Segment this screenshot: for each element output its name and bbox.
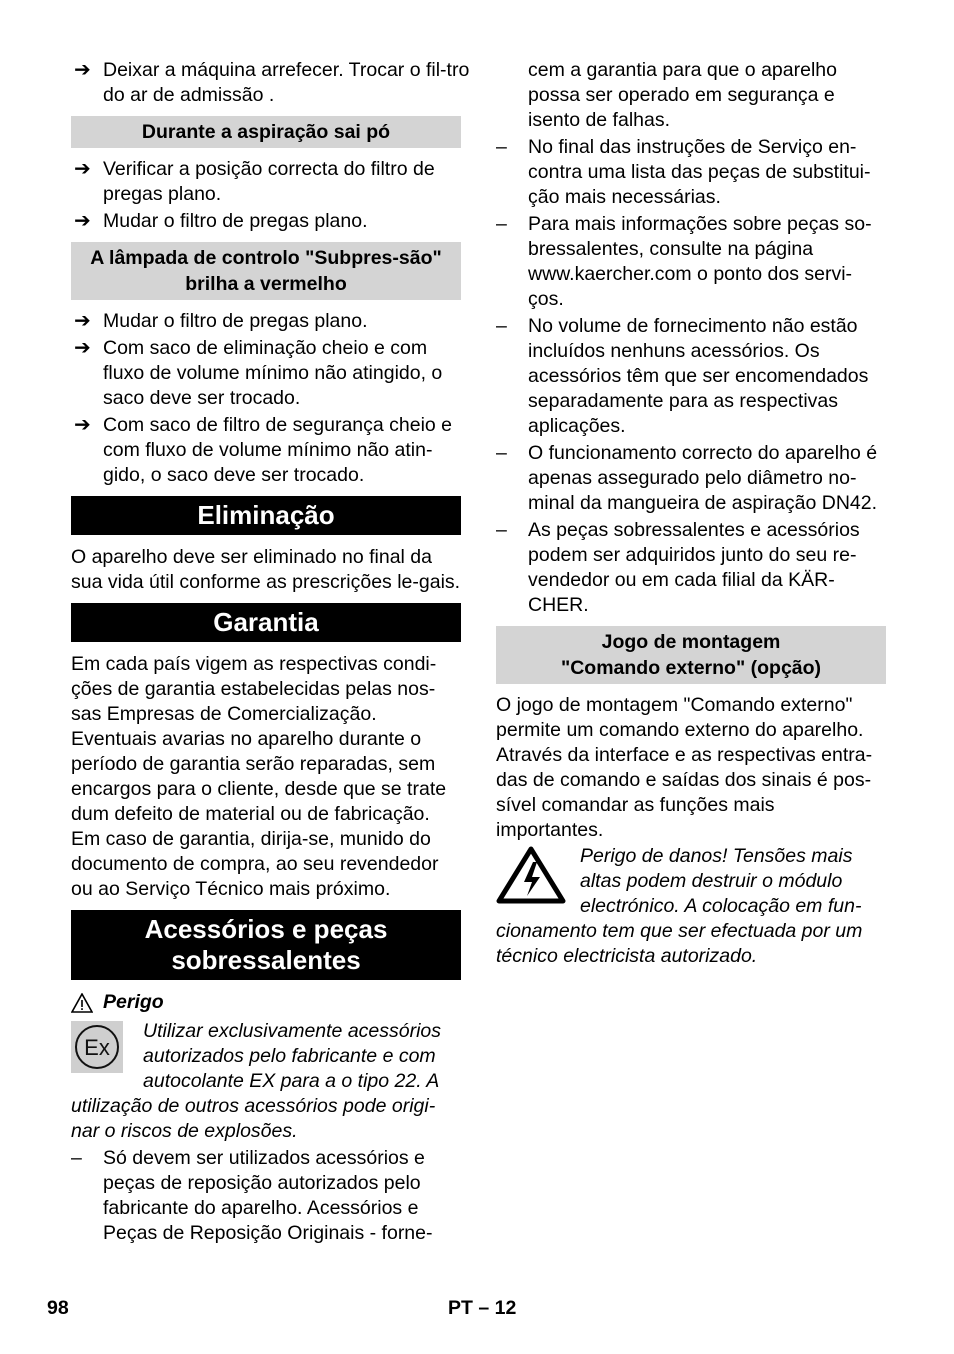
list-item-text: No volume de fornecimento não estão incluídos nenhuns acessórios. Os acessórios têm que ser encomendados separadamente para as respectivas aplicações. <box>528 315 869 437</box>
list-item <box>496 441 886 516</box>
list-item <box>496 212 886 312</box>
ex-warning <box>71 1019 461 1144</box>
page-number: 98 <box>47 1297 69 1319</box>
list-item <box>71 58 491 108</box>
paragraph: Em cada país vigem as respectivas condi-ções de garantia estabelecidas pelas nos-sas Empresas de Comercialização. Eventuais avarias no aparelho durante o período de garantia serão reparadas, sem encargos para o cliente, desde que se trate dum defeito de material ou de fabricação. Em caso de garantia, dirija-se, munido do documento de compra, ao seu revendedor ou ao Serviço Técnico mais próximo. <box>71 653 447 900</box>
section-heading-line: Jogo de montagem <box>601 631 781 653</box>
list-item-text: Verificar a posição correcta do filtro de pregas plano. <box>103 158 435 205</box>
danger-label-text: Perigo <box>103 991 164 1013</box>
dash-bullet: – <box>496 519 507 541</box>
list-item-text: As peças sobressalentes e acessórios podem ser adquiridos junto do seu re-vendedor ou em cada filial da KÄR-CHER. <box>528 519 860 616</box>
list-item <box>71 309 461 334</box>
arrow-right-icon: ➔ <box>74 414 91 436</box>
list-item-text: Mudar o filtro de pregas plano. <box>103 210 368 232</box>
list-item <box>71 157 461 207</box>
chapter-heading: Garantia <box>71 603 461 642</box>
high-voltage-warning-icon <box>496 846 570 908</box>
section-heading-line: "Comando externo" (opção) <box>560 657 822 679</box>
dash-bullet: – <box>496 136 507 158</box>
danger-label <box>71 990 461 1015</box>
list-item <box>496 135 886 210</box>
dash-bullet: – <box>496 315 507 337</box>
arrow-right-icon: ➔ <box>74 310 91 332</box>
list-item-text: cem a garantia para que o aparelho possa ser operado em segurança e isento de falhas. <box>528 59 837 131</box>
ex-icon-text: Ex <box>84 1035 110 1060</box>
list-item-text: Para mais informações sobre peças so-bressalentes, consulte na página www.kaercher.com o ponto dos servi-ços. <box>528 213 872 310</box>
warning-triangle-icon <box>71 993 93 1013</box>
dash-bullet: – <box>71 1147 82 1169</box>
list-item <box>71 1146 461 1246</box>
arrow-right-icon: ➔ <box>74 210 91 232</box>
list-item <box>71 209 461 234</box>
dash-bullet: – <box>496 213 507 235</box>
list-item <box>71 413 461 488</box>
section-heading: A lâmpada de controlo "Subpres-são" brilha a vermelho <box>71 242 461 300</box>
voltage-warning <box>496 844 886 969</box>
paragraph: O jogo de montagem "Comando externo" permite um comando externo do aparelho. Através da interface e as respectivas entra-das de comando e saídas dos sinais é pos-sível comandar as funções mais importantes. <box>496 694 873 841</box>
arrow-right-icon: ➔ <box>74 337 91 359</box>
list-item-text: Só devem ser utilizados acessórios e peças de reposição autorizados pelo fabricante do aparelho. Acessórios e Peças de Reposição Originais - forne- <box>103 1147 433 1244</box>
ex-warning-text: Utilizar exclusivamente acessórios autorizados pelo fabricante e com autocolante EX para a o tipo 22. A utilização de outros acessórios pode origi-nar o riscos de explosões. <box>71 1020 442 1142</box>
left-column <box>71 58 470 1248</box>
chapter-heading: Acessórios e peças sobressalentes <box>71 910 461 980</box>
voltage-warning-text: Perigo de danos! Tensões mais altas podem destruir o módulo electrónico. A colocação em fun-cionamento tem que ser efectuada por um técnico electricista autorizado. <box>496 845 863 967</box>
list-item-continuation <box>496 58 886 133</box>
arrow-right-icon: ➔ <box>74 59 91 81</box>
paragraph: O aparelho deve ser eliminado no final da sua vida útil conforme as prescrições le-gais. <box>71 546 461 593</box>
section-heading: Durante a aspiração sai pó <box>71 116 461 148</box>
list-item-text: Com saco de eliminação cheio e com fluxo de volume mínimo não atingido, o saco deve ser trocado. <box>103 337 443 409</box>
dash-bullet: – <box>496 442 507 464</box>
arrow-right-icon: ➔ <box>74 158 91 180</box>
ex-explosion-icon <box>71 1021 123 1073</box>
list-item-text: Deixar a máquina arrefecer. Trocar o fil-tro do ar de admissão . <box>103 59 470 106</box>
list-item-text: O funcionamento correcto do aparelho é apenas assegurado pelo diâmetro no-minal da mangueira de aspiração DN42. <box>528 442 878 514</box>
page-reference: PT – 12 <box>448 1297 517 1319</box>
section-heading <box>496 626 886 684</box>
chapter-heading: Eliminação <box>71 496 461 535</box>
list-item-text: No final das instruções de Serviço en-contra uma lista das peças de substitui-ção mais necessárias. <box>528 136 871 208</box>
right-column <box>496 58 886 969</box>
list-item <box>496 314 886 439</box>
list-item-text: Com saco de filtro de segurança cheio e com fluxo de volume mínimo não atin-gido, o saco deve ser trocado. <box>103 414 453 486</box>
list-item <box>496 518 886 618</box>
list-item <box>71 336 461 411</box>
list-item-text: Mudar o filtro de pregas plano. <box>103 310 368 332</box>
